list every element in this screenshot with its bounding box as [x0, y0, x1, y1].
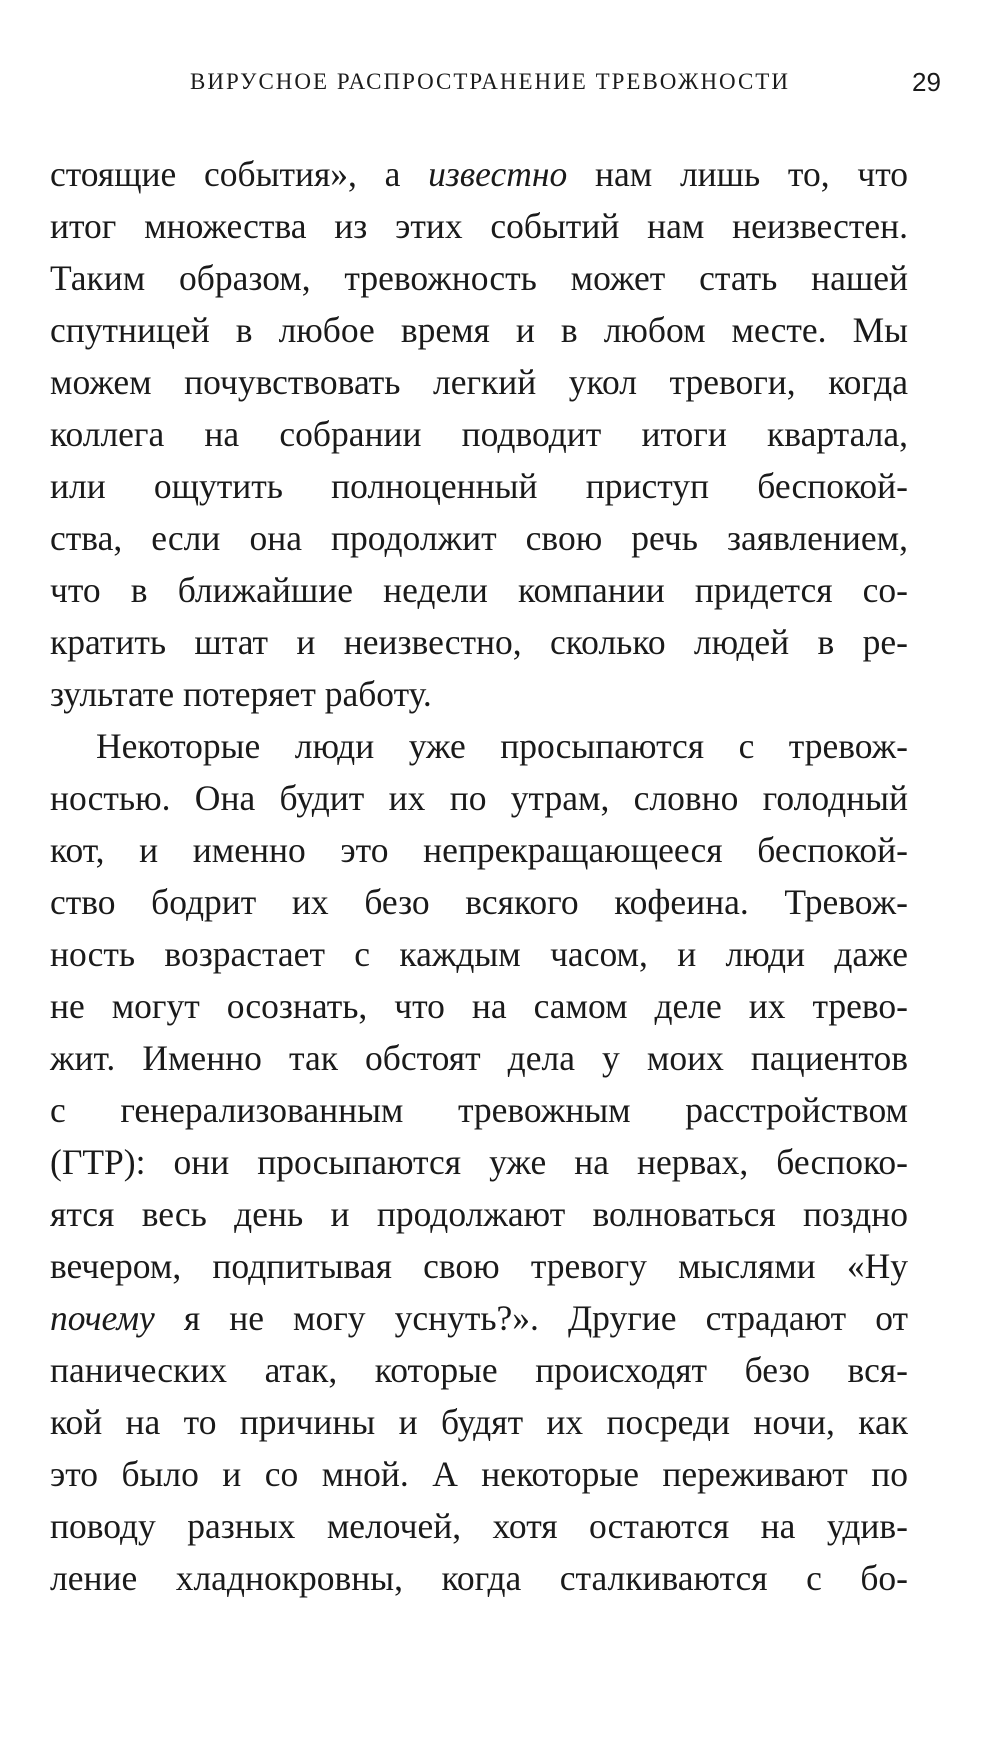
text-line: поводу разных мелочей, хотя остаются на удив-	[50, 1506, 908, 1546]
body-text	[50, 148, 908, 1604]
text-line: или ощутить полноценный приступ беспокой-	[50, 466, 908, 506]
text-line: коллега на собрании подводит итоги квартала,	[50, 414, 908, 454]
text-line: панических атак, которые происходят безо вся-	[50, 1350, 908, 1390]
text-line: что в ближайшие недели компании придется со-	[50, 570, 908, 610]
text-line: ство бодрит их безо всякого кофеина. Тревож-	[50, 882, 908, 922]
text-line: ятся весь день и продолжают волноваться поздно	[50, 1194, 908, 1234]
text-line: с генерализованным тревожным расстройством	[50, 1090, 908, 1130]
text-line: это было и со мной. А некоторые переживают по	[50, 1454, 908, 1494]
text-line: ление хладнокровны, когда сталкиваются с бо-	[50, 1558, 908, 1598]
text-line: зультате потеряет работу.	[50, 674, 432, 714]
text-segment: стоящие события», а	[50, 154, 429, 194]
text-line: ность возрастает с каждым часом, и люди даже	[50, 934, 908, 974]
running-title: ВИРУСНОЕ РАСПРОСТРАНЕНИЕ ТРЕВОЖНОСТИ	[190, 69, 790, 94]
page-number: 29	[912, 67, 941, 97]
running-head	[0, 62, 1000, 102]
text-line: кратить штат и неизвестно, сколько людей в ре-	[50, 622, 908, 662]
paragraph-first-line: Некоторые люди уже просыпаются с тревож-	[96, 726, 908, 766]
text-line: вечером, подпитывая свою тревогу мыслями «Ну	[50, 1246, 908, 1286]
text-line: итог множества из этих событий нам неизвестен.	[50, 206, 908, 246]
text-line: не могут осознать, что на самом деле их трево-	[50, 986, 908, 1026]
text-line: ностью. Она будит их по утрам, словно голодный	[50, 778, 908, 818]
text-line: кот, и именно это непрекращающееся беспокой-	[50, 830, 908, 870]
text-line	[50, 1292, 908, 1344]
text-line: можем почувствовать легкий укол тревоги, когда	[50, 362, 908, 402]
text-line: (ГТР): они просыпаются уже на нервах, беспоко-	[50, 1142, 908, 1182]
italic-word: известно	[428, 154, 568, 194]
text-line: спутницей в любое время и в любом месте. Мы	[50, 310, 908, 350]
text-segment: я не могу уснуть?». Другие страдают от	[154, 1298, 908, 1338]
text-line: кой на то причины и будят их посреди ночи, как	[50, 1402, 908, 1442]
italic-word: почему	[50, 1298, 155, 1338]
text-line	[50, 148, 908, 200]
text-segment: нам лишь то, что	[567, 154, 908, 194]
text-line: Таким образом, тревожность может стать нашей	[50, 258, 908, 298]
text-line: ства, если она продолжит свою речь заявлением,	[50, 518, 908, 558]
text-line: жит. Именно так обстоят дела у моих пациентов	[50, 1038, 908, 1078]
